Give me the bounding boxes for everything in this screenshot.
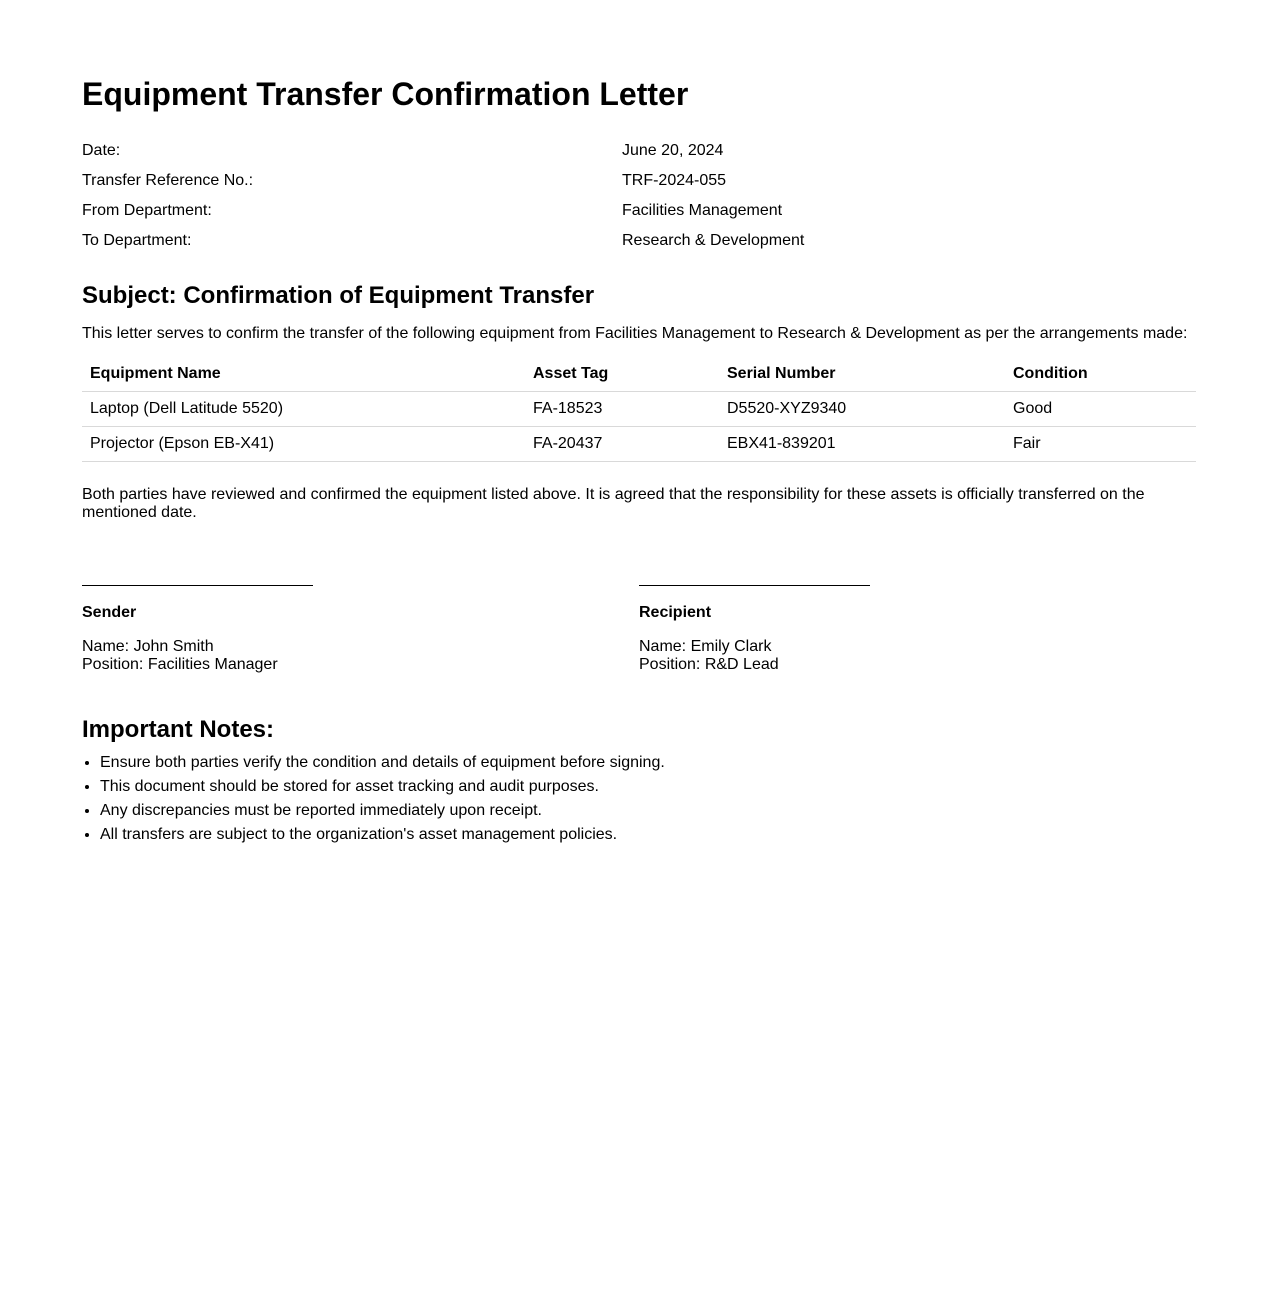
cell-serial-number: D5520-XYZ9340 — [719, 392, 1005, 427]
signer-position: Position: R&D Lead — [639, 656, 779, 673]
column-header-asset-tag: Asset Tag — [525, 356, 719, 392]
cell-condition: Good — [1005, 392, 1196, 427]
subject-heading: Subject: Confirmation of Equipment Transfer — [82, 282, 595, 309]
meta-label: To Department: — [82, 232, 192, 249]
signer-position: Position: Facilities Manager — [82, 656, 278, 673]
column-header-serial-number: Serial Number — [719, 356, 1005, 392]
meta-row-reference — [82, 166, 1196, 196]
document-title: Equipment Transfer Confirmation Letter — [82, 76, 689, 112]
list-item: • Any discrepancies must be reported immediately upon receipt. — [100, 801, 1196, 821]
table-row — [82, 392, 1196, 427]
meta-value: June 20, 2024 — [622, 142, 724, 159]
meta-row-date — [82, 136, 1196, 166]
signature-role: Recipient — [639, 604, 712, 621]
meta-value: Research & Development — [622, 232, 805, 249]
notes-list — [82, 753, 1196, 845]
cell-asset-tag: FA-20437 — [525, 427, 719, 462]
meta-label: Date: — [82, 142, 121, 159]
signature-details — [639, 638, 1196, 674]
signature-role: Sender — [82, 604, 137, 621]
recipient-signature-block — [639, 585, 1196, 674]
meta-row-from-department — [82, 196, 1196, 226]
closing-paragraph: Both parties have reviewed and confirmed the equipment listed above. It is agreed that the responsibility for these assets is officially transferred on the mentioned date. — [82, 486, 1145, 521]
meta-value: TRF-2024-055 — [622, 172, 727, 189]
list-item: • This document should be stored for asset tracking and audit purposes. — [100, 777, 1196, 797]
meta-value: Facilities Management — [622, 202, 783, 219]
equipment-table — [82, 356, 1196, 462]
table-header-row — [82, 356, 1196, 392]
signature-details — [82, 638, 639, 674]
meta-row-to-department — [82, 226, 1196, 256]
sender-signature-block — [82, 585, 639, 674]
cell-equipment-name: Projector (Epson EB-X41) — [82, 427, 525, 462]
signature-line — [639, 585, 870, 586]
list-item: • Ensure both parties verify the condition and details of equipment before signing. — [100, 753, 1196, 773]
column-header-condition: Condition — [1005, 356, 1196, 392]
table-row — [82, 427, 1196, 462]
letter-metadata — [82, 136, 1196, 256]
signature-section — [82, 585, 1196, 674]
cell-serial-number: EBX41-839201 — [719, 427, 1005, 462]
signature-line — [82, 585, 313, 586]
cell-asset-tag: FA-18523 — [525, 392, 719, 427]
cell-equipment-name: Laptop (Dell Latitude 5520) — [82, 392, 525, 427]
column-header-equipment-name: Equipment Name — [82, 356, 525, 392]
signer-name: Name: John Smith — [82, 638, 214, 655]
notes-heading: Important Notes: — [82, 716, 274, 743]
meta-label: Transfer Reference No.: — [82, 172, 254, 189]
intro-paragraph: This letter serves to confirm the transfer of the following equipment from Facilities Management to Research & Development as per the arrangements made: — [82, 325, 1188, 342]
signer-name: Name: Emily Clark — [639, 638, 772, 655]
meta-label: From Department: — [82, 202, 212, 219]
cell-condition: Fair — [1005, 427, 1196, 462]
list-item: • All transfers are subject to the organization's asset management policies. — [100, 825, 1196, 845]
